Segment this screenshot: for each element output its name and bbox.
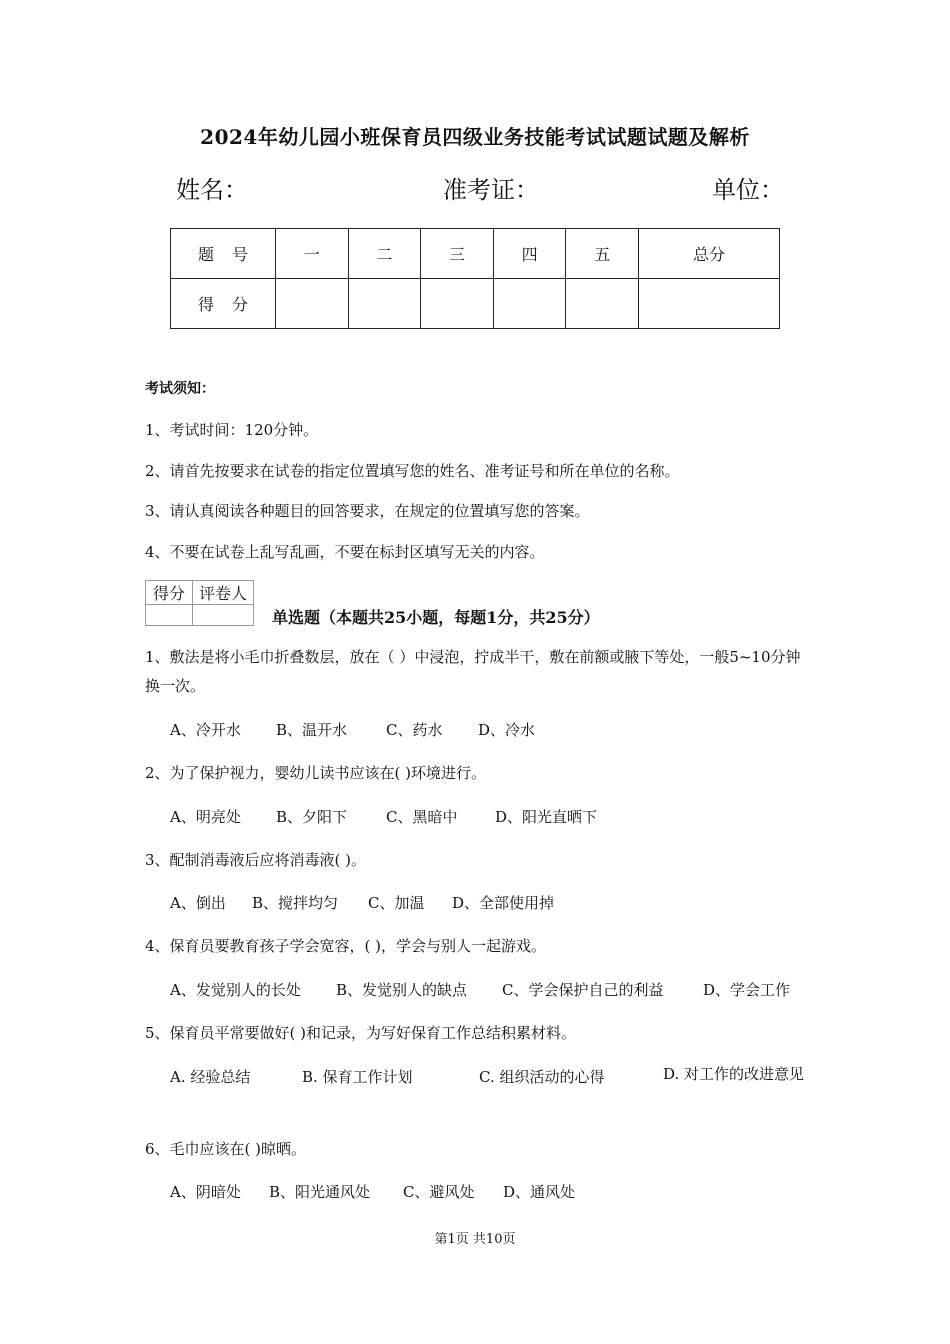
option[interactable]: C、学会保护自己的利益 xyxy=(502,981,664,999)
unit-field-label: 单位： xyxy=(712,176,784,204)
option[interactable]: D、冷水 xyxy=(478,721,536,739)
option[interactable]: B、搅拌均匀 xyxy=(252,894,339,912)
score-table-cell: 三 xyxy=(421,229,494,279)
question-options xyxy=(170,979,790,1000)
question-stem: 4、保育员要教育孩子学会宽容，( )，学会与别人一起游戏。 xyxy=(145,937,547,955)
notice-item: 3、请认真阅读各种题目的回答要求，在规定的位置填写您的答案。 xyxy=(145,502,590,520)
section-title: 单选题（本题共25小题，每题1分，共25分） xyxy=(272,608,600,627)
option[interactable]: D、全部使用掉 xyxy=(452,894,555,912)
score-table xyxy=(170,228,780,329)
option[interactable]: D、通风处 xyxy=(503,1183,576,1201)
score-table-cell: 得分 xyxy=(171,279,276,329)
score-table-score-row xyxy=(171,279,780,329)
exam-id-field-label: 准考证： xyxy=(443,176,539,204)
option[interactable]: D、学会工作 xyxy=(703,981,791,999)
option[interactable]: A、阴暗处 xyxy=(170,1183,241,1201)
page-title: 2024年幼儿园小班保育员四级业务技能考试试题试题及解析 xyxy=(200,125,750,149)
score-entry-cell[interactable] xyxy=(276,279,349,329)
notice-item: 4、不要在试卷上乱写乱画，不要在标封区填写无关的内容。 xyxy=(145,543,545,561)
score-entry-cell[interactable] xyxy=(421,279,494,329)
score-table-cell: 五 xyxy=(566,229,639,279)
question-stem: 6、毛巾应该在( )晾晒。 xyxy=(145,1140,307,1158)
name-field-label: 姓名： xyxy=(176,176,248,204)
grader-score-label: 得分 xyxy=(146,581,193,605)
score-table-header-row xyxy=(171,229,780,279)
notice-item: 1、考试时间：120分钟。 xyxy=(145,421,319,439)
option[interactable]: D. 对工作的改进意见 xyxy=(663,1065,805,1083)
question-options xyxy=(170,892,554,913)
question-stem: 2、为了保护视力，婴幼儿读书应该在( )环境进行。 xyxy=(145,764,487,782)
question-stem: 3、配制消毒液后应将消毒液( )。 xyxy=(145,851,367,869)
notice-heading: 考试须知： xyxy=(145,381,215,397)
question-stem: 5、保育员平常要做好( )和记录，为写好保育工作总结积累材料。 xyxy=(145,1024,577,1042)
score-table-cell: 四 xyxy=(493,229,566,279)
option[interactable]: B. 保育工作计划 xyxy=(302,1068,413,1086)
question-stem: 1、敷法是将小毛巾折叠数层，放在（ ）中浸泡，拧成半干，敷在前额或腋下等处，一般5~10分钟换一次。 xyxy=(145,648,801,695)
score-entry-cell[interactable] xyxy=(566,279,639,329)
question-options xyxy=(170,719,535,740)
option[interactable]: C、药水 xyxy=(386,721,443,739)
score-table-cell: 二 xyxy=(348,229,421,279)
option[interactable]: B、温开水 xyxy=(276,721,348,739)
score-entry-cell[interactable] xyxy=(348,279,421,329)
option[interactable]: A、冷开水 xyxy=(170,721,241,739)
option[interactable]: A、倒出 xyxy=(170,894,226,912)
grader-box xyxy=(145,580,254,626)
score-table-cell: 一 xyxy=(276,229,349,279)
option[interactable]: B、夕阳下 xyxy=(276,808,348,826)
option[interactable]: C. 组织活动的心得 xyxy=(479,1068,605,1086)
score-entry-cell[interactable] xyxy=(639,279,780,329)
option[interactable]: C、黑暗中 xyxy=(386,808,458,826)
option[interactable]: D、阳光直晒下 xyxy=(495,808,598,826)
page-footer: 第1页 共10页 xyxy=(434,1232,516,1247)
option[interactable]: C、避风处 xyxy=(403,1183,475,1201)
question-options xyxy=(170,1181,575,1202)
option[interactable]: B、阳光通风处 xyxy=(269,1183,371,1201)
option[interactable]: B、发觉别人的缺点 xyxy=(336,981,468,999)
score-table-cell: 题号 xyxy=(171,229,276,279)
score-table-cell: 总分 xyxy=(639,229,780,279)
option[interactable]: A. 经验总结 xyxy=(170,1068,251,1086)
grader-score-cell[interactable] xyxy=(146,605,193,626)
option[interactable]: C、加温 xyxy=(368,894,425,912)
score-entry-cell[interactable] xyxy=(493,279,566,329)
grader-reviewer-cell[interactable] xyxy=(193,605,254,626)
option[interactable]: A、发觉别人的长处 xyxy=(170,981,301,999)
question-options xyxy=(170,806,597,827)
grader-reviewer-label: 评卷人 xyxy=(193,581,254,605)
option[interactable]: A、明亮处 xyxy=(170,808,241,826)
notice-item: 2、请首先按要求在试卷的指定位置填写您的姓名、准考证号和所在单位的名称。 xyxy=(145,462,680,480)
